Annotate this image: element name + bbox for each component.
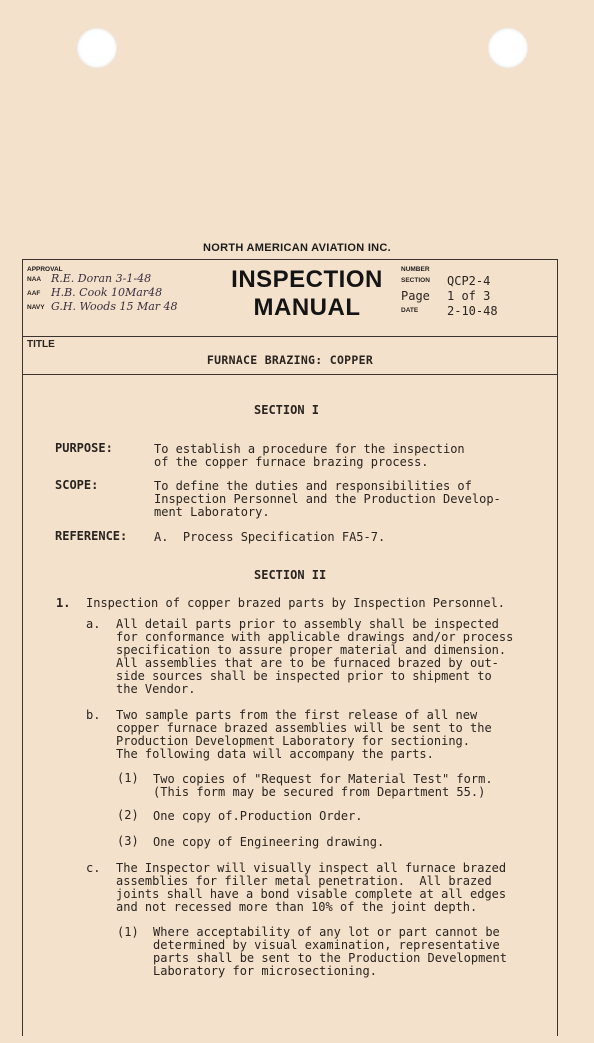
item-c1-label: (1) xyxy=(117,925,139,939)
company-name: NORTH AMERICAN AVIATION INC. xyxy=(202,242,392,254)
item-b1-line-2: (This form may be secured from Department 55.) xyxy=(153,785,486,799)
item-a-line-2: for conformance with applicable drawings and/or process xyxy=(116,630,514,644)
number-label: NUMBER xyxy=(401,266,430,273)
section-label: SECTION xyxy=(401,277,430,284)
approval-naa-label: NAA xyxy=(27,276,42,283)
item-b1-label: (1) xyxy=(117,771,139,785)
approval-naa-signature: R.E. Doran 3-1-48 xyxy=(51,272,152,285)
scope-line-3: ment Laboratory. xyxy=(154,505,270,519)
item-a-line-1: All detail parts prior to assembly shall be inspected xyxy=(116,617,499,631)
form-header xyxy=(23,260,557,337)
approval-row-naa xyxy=(27,273,207,287)
item-b-line-2: copper furnace brazed assemblies will be sent to the xyxy=(116,721,492,735)
scope-line-1: To define the duties and responsibilities of xyxy=(154,479,472,493)
page-label: Page xyxy=(401,289,430,303)
page-value: 1 of 3 xyxy=(447,289,491,303)
number-block xyxy=(401,266,551,318)
approval-label: APPROVAL xyxy=(27,266,63,273)
item-1-number: 1. xyxy=(56,596,71,610)
manual-title xyxy=(207,266,407,322)
item-c-line-1: The Inspector will visually inspect all furnace brazed xyxy=(116,861,507,875)
approval-row-aaf xyxy=(27,287,207,301)
item-c-line-3: joints shall have a bond visable complete at all edges xyxy=(116,887,507,901)
item-c1-line-4: Laboratory for microsectioning. xyxy=(153,964,377,978)
manual-title-line1: INSPECTION xyxy=(231,266,383,293)
date-row xyxy=(401,303,551,318)
item-b-label: b. xyxy=(86,708,101,722)
item-a-line-3: specification to assure proper material and dimension. xyxy=(116,643,507,657)
approval-navy-signature: G.H. Woods 15 Mar 48 xyxy=(51,300,178,313)
approval-navy-label: NAVY xyxy=(27,304,45,311)
title-label: TITLE xyxy=(27,339,55,350)
document-title: FURNACE BRAZING: COPPER xyxy=(206,353,374,367)
item-1-text: Inspection of copper brazed parts by Inspection Personnel. xyxy=(86,596,506,610)
page-row xyxy=(401,288,551,303)
approval-aaf-label: AAF xyxy=(27,290,41,297)
punch-hole-right xyxy=(488,28,528,68)
item-b2-text: One copy of.Production Order. xyxy=(153,809,363,823)
purpose-line-2: of the copper furnace brazing process. xyxy=(154,455,429,469)
item-b1-line-1: Two copies of "Request for Material Test" form. xyxy=(153,772,493,786)
approval-row-navy xyxy=(27,301,207,315)
title-row xyxy=(23,336,557,375)
approval-block xyxy=(27,266,207,315)
item-c-line-4: and not recessed more than 10% of the joint depth. xyxy=(116,900,478,914)
item-b3-text: One copy of Engineering drawing. xyxy=(153,835,385,849)
item-a-line-4: All assemblies that are to be furnaced brazed by out- xyxy=(116,656,499,670)
item-b-line-4: The following data will accompany the parts. xyxy=(116,747,434,761)
date-label: DATE xyxy=(401,307,419,314)
section-value: QCP2-4 xyxy=(447,274,491,288)
scope-label: SCOPE: xyxy=(55,478,99,492)
item-b-line-3: Production Development Laboratory for sectioning. xyxy=(116,734,471,748)
item-c1-line-1: Where acceptability of any lot or part cannot be xyxy=(153,925,500,939)
approval-aaf-signature: H.B. Cook 10Mar48 xyxy=(51,286,163,299)
date-value: 2-10-48 xyxy=(447,304,498,318)
item-a-label: a. xyxy=(86,617,101,631)
item-b3-label: (3) xyxy=(117,834,139,848)
purpose-label: PURPOSE: xyxy=(55,441,113,455)
item-c1-line-3: parts shall be sent to the Production Development xyxy=(153,951,508,965)
purpose-line-1: To establish a procedure for the inspection xyxy=(154,442,465,456)
item-a-line-6: the Vendor. xyxy=(116,682,196,696)
section-row xyxy=(401,273,551,288)
scope-line-2: Inspection Personnel and the Production Develop- xyxy=(154,492,501,506)
punch-hole-left xyxy=(77,28,117,68)
reference-label: REFERENCE: xyxy=(55,529,128,543)
item-c1-line-2: determined by visual examination, representative xyxy=(153,938,500,952)
item-c-line-2: assemblies for filler metal penetration. All brazed xyxy=(116,874,492,888)
item-b2-label: (2) xyxy=(117,808,139,822)
item-c-label: c. xyxy=(86,861,101,875)
section-1-heading: SECTION I xyxy=(254,403,320,417)
manual-title-line2: MANUAL xyxy=(253,294,361,321)
item-a-line-5: side sources shall be inspected prior to shipment to xyxy=(116,669,492,683)
item-b-line-1: Two sample parts from the first release of all new xyxy=(116,708,478,722)
section-2-heading: SECTION II xyxy=(254,568,327,582)
reference-text: A. Process Specification FA5-7. xyxy=(154,530,386,544)
